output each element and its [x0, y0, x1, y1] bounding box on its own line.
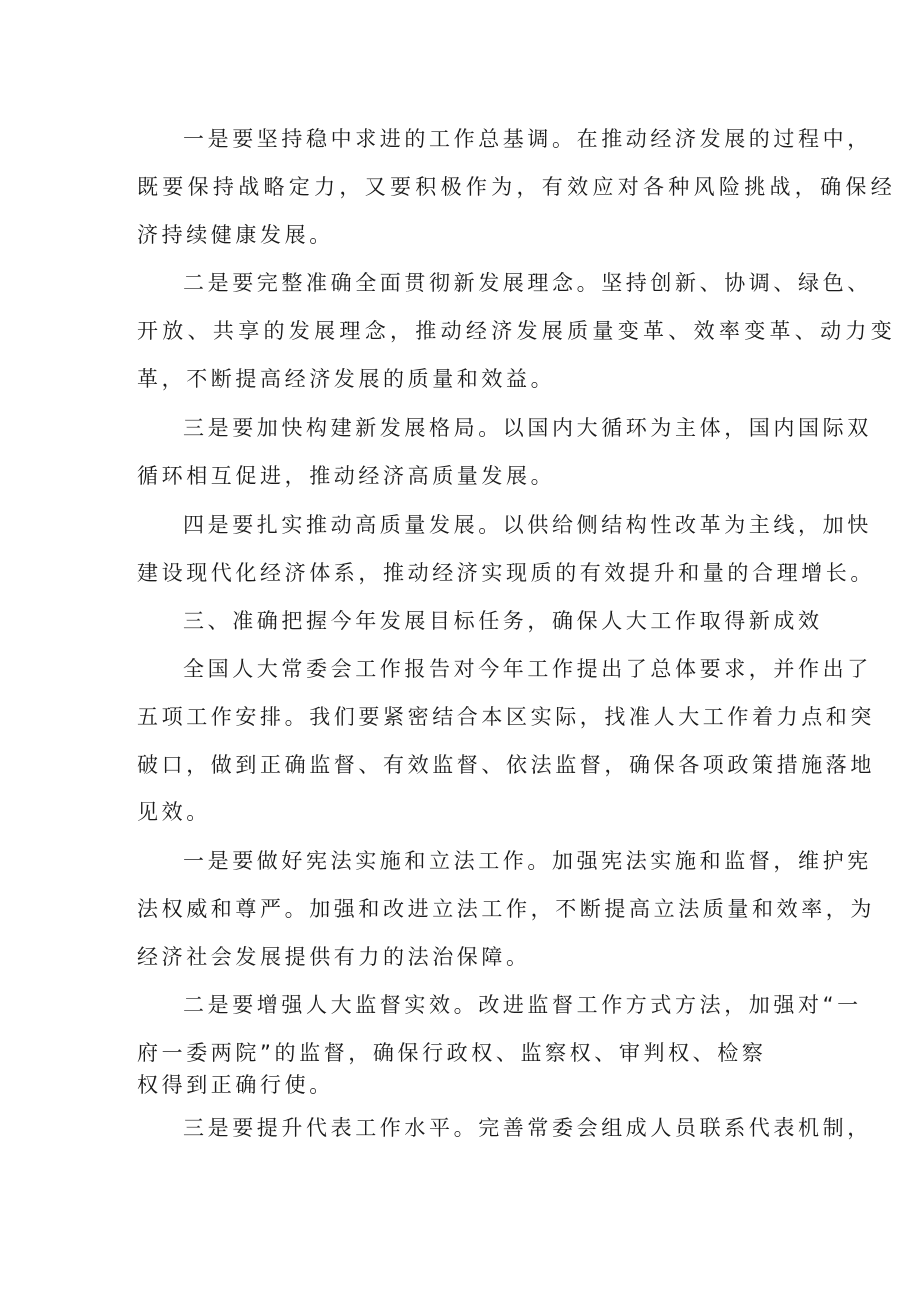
text-line: 三是要加快构建新发展格局。以国内大循环为主体，国内国际双 — [183, 416, 872, 440]
text-line: 经济社会发展提供有力的法治保障。 — [137, 945, 531, 969]
text-line: 建设现代化经济体系，推动经济实现质的有效提升和量的合理增长。 — [137, 561, 875, 585]
text-line: 既要保持战略定力，又要积极作为，有效应对各种风险挑战，确保经 — [137, 175, 896, 199]
text-line: 三、准确把握今年发展目标任务，确保人大工作取得新成效 — [183, 609, 823, 633]
text-line: 二是要增强人大监督实效。改进监督工作方式方法，加强对“一 — [183, 993, 862, 1017]
text-line: 循环相互促进，推动经济高质量发展。 — [137, 464, 556, 488]
text-line: 一是要坚持稳中求进的工作总基调。在推动经济发展的过程中， — [183, 127, 872, 151]
text-line: 府一委两院”的监督，确保行政权、监察权、审判权、检察 — [137, 1041, 767, 1065]
text-line: 法权威和尊严。加强和改进立法工作，不断提高立法质量和效率，为 — [137, 897, 875, 921]
text-line: 五项工作安排。我们要紧密结合本区实际，找准人大工作着力点和突 — [137, 705, 875, 729]
text-line: 二是要完整准确全面贯彻新发展理念。坚持创新、协调、绿色、 — [183, 271, 872, 295]
text-line: 济持续健康发展。 — [137, 223, 334, 247]
text-line: 革，不断提高经济发展的质量和效益。 — [137, 367, 556, 391]
text-line: 见效。 — [137, 800, 211, 824]
text-line: 开放、共享的发展理念，推动经济发展质量变革、效率变革、动力变 — [137, 319, 896, 343]
text-line: 四是要扎实推动高质量发展。以供给侧结构性改革为主线，加快 — [183, 513, 872, 537]
text-line: 三是要提升代表工作水平。完善常委会组成人员联系代表机制， — [183, 1116, 872, 1140]
text-line: 一是要做好宪法实施和立法工作。加强宪法实施和监督，维护宪 — [183, 849, 872, 873]
text-line: 破口，做到正确监督、有效监督、依法监督，确保各项政策措施落地 — [137, 753, 875, 777]
text-line: 全国人大常委会工作报告对今年工作提出了总体要求，并作出了 — [183, 657, 872, 681]
text-line: 权得到正确行使。 — [137, 1073, 334, 1097]
